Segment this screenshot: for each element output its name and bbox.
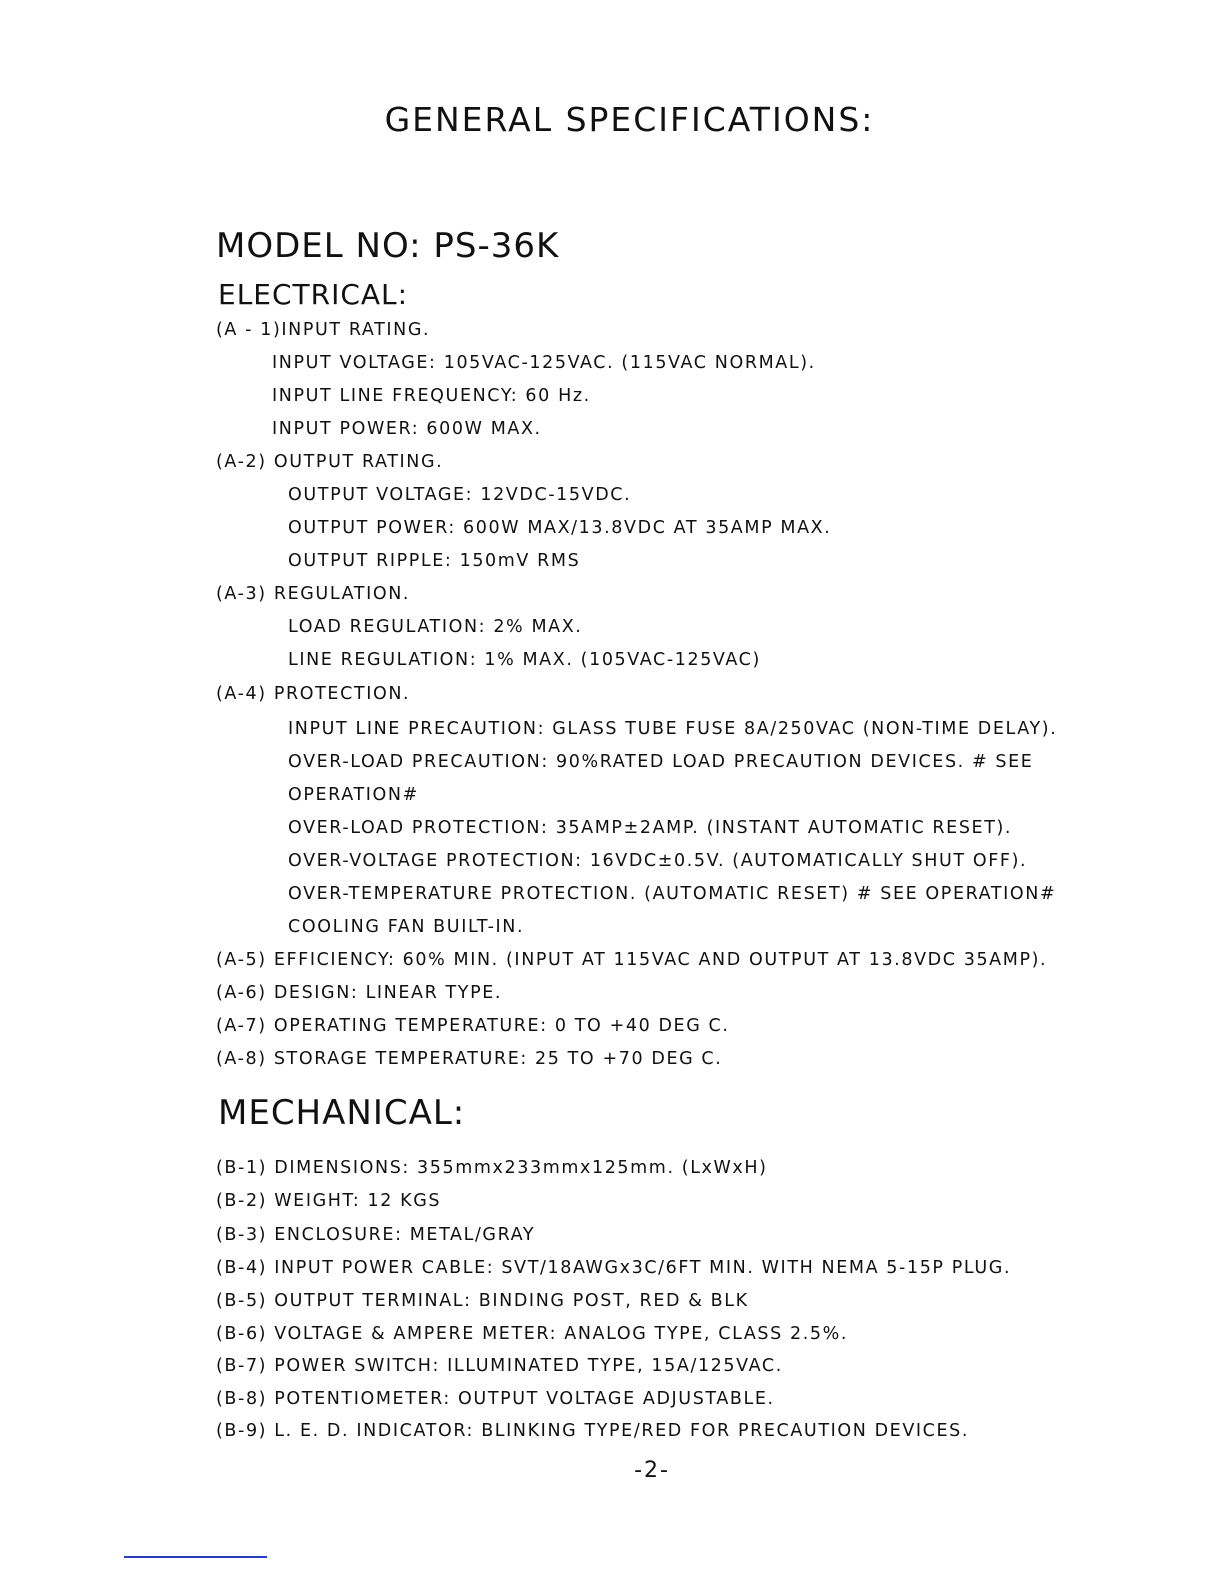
spec-line-a5: (A-5) EFFICIENCY: 60% MIN. (INPUT AT 115VAC AND OUTPUT AT 13.8VDC 35AMP). xyxy=(216,950,1048,970)
spec-line: LINE REGULATION: 1% MAX. (105VAC-125VAC) xyxy=(288,650,761,670)
spec-line: INPUT POWER: 600W MAX. xyxy=(272,419,542,439)
spec-line-b7: (B-7) POWER SWITCH: ILLUMINATED TYPE, 15A/125VAC. xyxy=(216,1356,783,1376)
spec-line-a4: (A-4) PROTECTION. xyxy=(216,684,411,704)
spec-line: OVER-VOLTAGE PROTECTION: 16VDC±0.5V. (AUTOMATICALLY SHUT OFF). xyxy=(288,851,1028,871)
electrical-heading: ELECTRICAL: xyxy=(218,278,409,311)
model-number: MODEL NO: PS-36K xyxy=(216,226,560,266)
page-title: GENERAL SPECIFICATIONS: xyxy=(384,100,875,139)
spec-line: OVER-TEMPERATURE PROTECTION. (AUTOMATIC RESET) # SEE OPERATION# xyxy=(288,884,1057,904)
spec-line-a8: (A-8) STORAGE TEMPERATURE: 25 TO +70 DEG C. xyxy=(216,1049,723,1069)
footer-divider xyxy=(124,1556,267,1558)
spec-line-a3: (A-3) REGULATION. xyxy=(216,584,411,604)
spec-line-a1: (A - 1)INPUT RATING. xyxy=(216,320,431,340)
spec-line-a2: (A-2) OUTPUT RATING. xyxy=(216,452,444,472)
spec-line-b2: (B-2) WEIGHT: 12 KGS xyxy=(216,1191,442,1211)
spec-line: LOAD REGULATION: 2% MAX. xyxy=(288,617,583,637)
spec-line: OVER-LOAD PRECAUTION: 90%RATED LOAD PRECAUTION DEVICES. # SEE xyxy=(288,752,1034,772)
spec-line-a7: (A-7) OPERATING TEMPERATURE: 0 TO +40 DEG C. xyxy=(216,1016,730,1036)
spec-line: INPUT LINE PRECAUTION: GLASS TUBE FUSE 8A/250VAC (NON-TIME DELAY). xyxy=(288,719,1058,739)
spec-line-b4: (B-4) INPUT POWER CABLE: SVT/18AWGx3C/6FT MIN. WITH NEMA 5-15P PLUG. xyxy=(216,1258,1012,1278)
spec-line: OPERATION# xyxy=(288,785,419,805)
spec-line-b1: (B-1) DIMENSIONS: 355mmx233mmx125mm. (LxWxH) xyxy=(216,1158,768,1178)
spec-line-b8: (B-8) POTENTIOMETER: OUTPUT VOLTAGE ADJUSTABLE. xyxy=(216,1389,775,1409)
spec-line: OUTPUT RIPPLE: 150mV RMS xyxy=(288,551,581,571)
spec-line: COOLING FAN BUILT-IN. xyxy=(288,917,525,937)
spec-line-b6: (B-6) VOLTAGE & AMPERE METER: ANALOG TYPE, CLASS 2.5%. xyxy=(216,1324,848,1344)
spec-line: OVER-LOAD PROTECTION: 35AMP±2AMP. (INSTANT AUTOMATIC RESET). xyxy=(288,818,1013,838)
spec-line-b3: (B-3) ENCLOSURE: METAL/GRAY xyxy=(216,1225,536,1245)
spec-line-a6: (A-6) DESIGN: LINEAR TYPE. xyxy=(216,983,503,1003)
spec-line: OUTPUT VOLTAGE: 12VDC-15VDC. xyxy=(288,485,632,505)
spec-line: INPUT LINE FREQUENCY: 60 Hz. xyxy=(272,386,591,406)
mechanical-heading: MECHANICAL: xyxy=(218,1093,466,1133)
spec-line-b9: (B-9) L. E. D. INDICATOR: BLINKING TYPE/RED FOR PRECAUTION DEVICES. xyxy=(216,1421,970,1441)
page-number: -2- xyxy=(634,1458,670,1483)
spec-line: OUTPUT POWER: 600W MAX/13.8VDC AT 35AMP MAX. xyxy=(288,518,832,538)
spec-line: INPUT VOLTAGE: 105VAC-125VAC. (115VAC NORMAL). xyxy=(272,353,816,373)
spec-line-b5: (B-5) OUTPUT TERMINAL: BINDING POST, RED & BLK xyxy=(216,1291,749,1311)
